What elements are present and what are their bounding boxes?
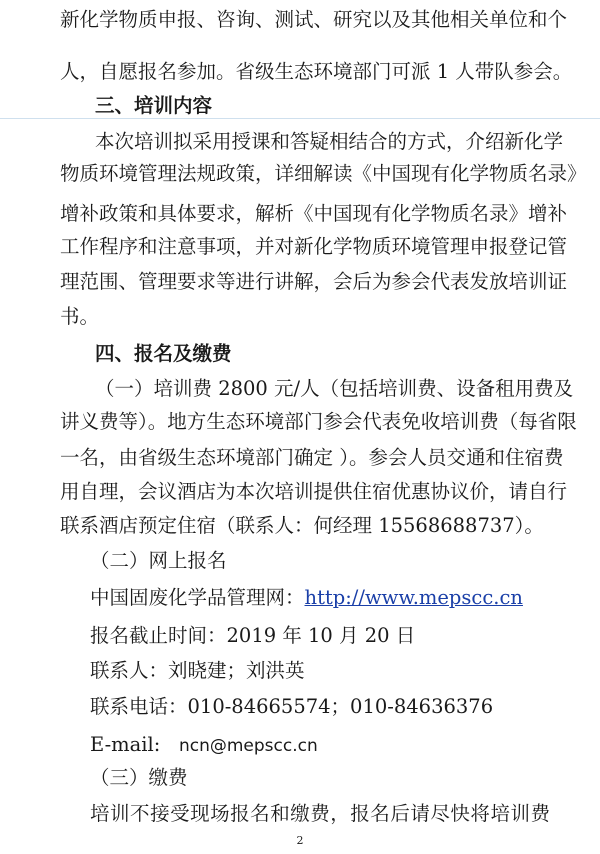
email-address[interactable]: ncn@mepscc.cn	[178, 736, 318, 756]
subsection-heading: （三）缴费	[90, 766, 188, 789]
website-link[interactable]: http://www.mepscc.cn	[304, 586, 523, 609]
page-number: 2	[296, 834, 304, 847]
email-label: E-mail:	[90, 733, 161, 756]
paragraph-line: 人，自愿报名参加。省级生态环境部门可派 1 人带队参会。	[60, 60, 573, 83]
deadline-text: 报名截止时间：2019 年 10 月 20 日	[90, 624, 416, 647]
paragraph-line: 联系酒店预定住宿（联系人：何经理 15568688737）。	[60, 514, 544, 537]
paragraph-line: 增补政策和具体要求，解析《中国现有化学物质名录》增补	[60, 202, 568, 225]
paragraph-line: 物质环境管理法规政策，详细解读《中国现有化学物质名录》	[60, 162, 587, 185]
website-row	[90, 584, 580, 612]
contacts-text: 联系人：刘晓建；刘洪英	[90, 659, 305, 682]
paragraph-line: 一名，由省级生态环境部门确定 ）。参会人员交通和住宿费	[60, 446, 564, 469]
phones-text: 联系电话：010-84665574；010-84636376	[90, 695, 494, 718]
paragraph-line: 书。	[60, 305, 100, 328]
paragraph-line: 培训不接受现场报名和缴费，报名后请尽快将培训费	[90, 802, 550, 825]
paragraph-line: 本次培训拟采用授课和答疑相结合的方式，介绍新化学	[95, 130, 564, 153]
website-label: 中国固废化学品管理网：	[90, 586, 305, 609]
subsection-heading: （二）网上报名	[90, 549, 227, 572]
section-heading: 三、培训内容	[95, 94, 213, 117]
paragraph-line: 理范围、管理要求等进行讲解，会后为参会代表发放培训证	[60, 270, 568, 293]
paragraph-line: 工作程序和注意事项，并对新化学物质环境管理申报登记管	[60, 235, 568, 258]
section-heading: 四、报名及缴费	[95, 342, 232, 365]
paragraph-line: 用自理，会议酒店为本次培训提供住宿优惠协议价，请自行	[60, 480, 568, 503]
paragraph-line: （一）培训费 2800 元/人（包括培训费、设备租用费及	[95, 377, 574, 400]
paragraph-line: 新化学物质申报、咨询、测试、研究以及其他相关单位和个	[60, 8, 568, 31]
paragraph-line: 讲义费等）。地方生态环境部门参会代表免收培训费（每省限	[60, 410, 577, 433]
email-row	[90, 731, 580, 760]
